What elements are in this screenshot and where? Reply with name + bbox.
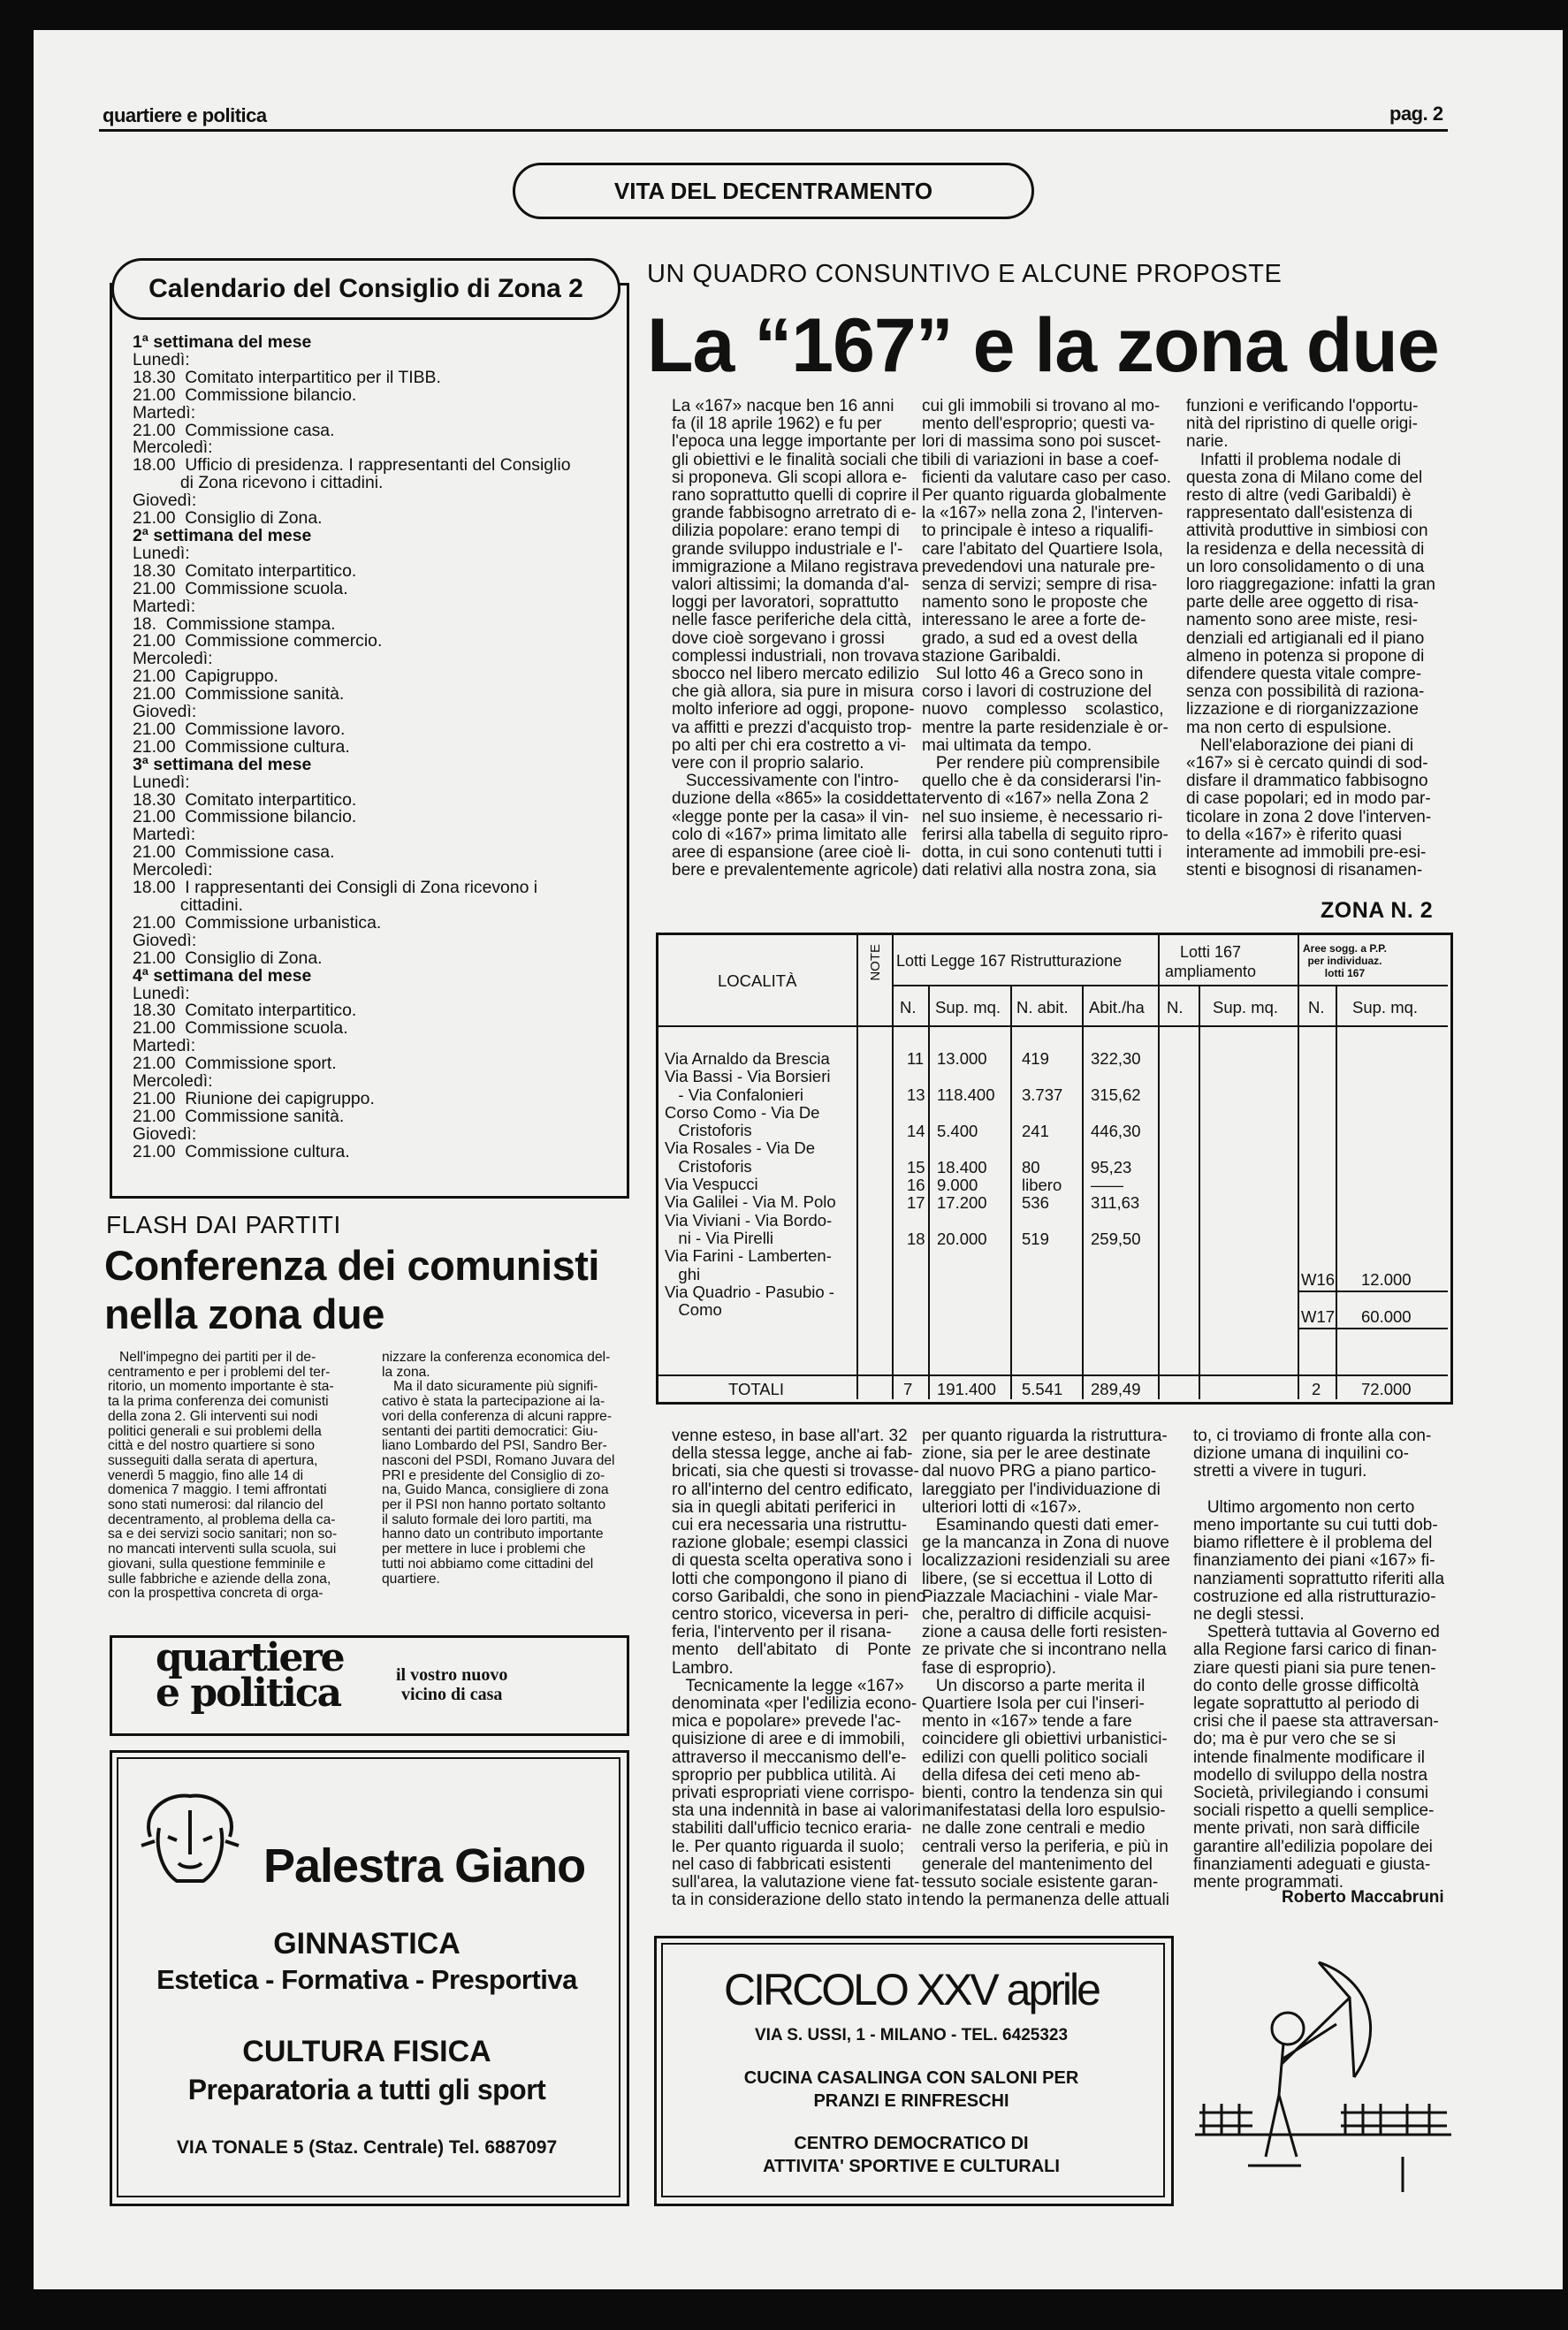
calendar-entry: Lunedì: [133,349,190,369]
table-row-sup: 17.200 [937,1193,987,1212]
ad-circolo-l3: CENTRO DEMOCRATICO DI [794,2134,1029,2153]
ad-qp-tagline: il vostro nuovo vicino di casa [396,1665,508,1704]
calendar-entry: 18.00 Ufficio di presidenza. I rappresentanti del Consiglio [133,455,571,476]
table-sub-abit: N. abit. [1016,998,1069,1017]
table-sub-ha: Abit./ha [1089,998,1145,1017]
table-row-n: 15 [907,1158,925,1176]
calendar-entry: Lunedì: [133,772,190,792]
calendar-entry: 21.00 Commissione bilancio. [133,385,357,405]
calendar-entry: 21.00 Commissione cultura. [133,736,350,757]
table-row-ha: 259,50 [1091,1230,1141,1248]
calendar-entry: 21.00 Capigruppo. [133,666,278,687]
table-w-row-sup: 12.000 [1361,1270,1412,1289]
calendar-week-heading: 4ª settimana del mese [133,965,312,986]
ad-circolo-l4: ATTIVITA' SPORTIVE E CULTURALI [763,2157,1060,2176]
table-total-n: 7 [903,1380,913,1398]
table-row-sup: 13.000 [937,1049,987,1068]
flash-headline: Conferenza dei comunisti nella zona due [104,1242,599,1337]
calendar-list [133,334,610,1161]
table-total-ha: 289,49 [1091,1380,1141,1398]
flash-column-2: nizzare la conferenza economica del- la zona. Ma il dato sicuramente più signifi- cativo è stata la partecipazione ai la- vori della conferenza di alcuni rappre- sentanti dei partiti democratici: Giu- liano Lombardo del PSI, Sandro Ber- nasconi del PSDI, Romano Juvara del PRI e presidente del Consiglio di zo- na, Guido Manca, consigliere di zona per il PSI non hanno portato soltanto il saluto formale dei loro partiti, ma hanno dato un contributo importante per mettere in luce i problemi che tutti noi abbiamo come cittadini del quartiere. [382,1350,615,1587]
table-row-abit: 519 [1022,1230,1049,1248]
calendar-entry: 21.00 Commissione cultura. [133,1141,350,1161]
calendar-entry: 21.00 Commissione scuola. [133,1018,348,1039]
flash-kicker: FLASH DAI PARTITI [106,1211,341,1238]
calendar-entry: di Zona ricevono i cittadini. [133,473,384,493]
table-sub-sup1: Sup. mq. [935,998,1001,1017]
calendar-entry: Lunedì: [133,543,190,563]
calendar-entry: 21.00 Commissione scuola. [133,578,348,598]
calendar-week-heading: 2ª settimana del mese [133,525,312,545]
ad-qp-logo: quartiere e politica [156,1635,344,1716]
section-banner [513,163,1034,219]
ad-circolo-l2: PRANZI E RINFRESCHI [813,2091,1009,2111]
table-row-n: 14 [907,1122,925,1140]
calendar-entry: Mercoledì: [133,1071,213,1092]
calendar-entry: 18.30 Comitato interpartitico per il TIBB. [133,367,441,387]
calendar-entry: 21.00 Consiglio di Zona. [133,948,323,968]
calendar-entry: Giovedì: [133,702,197,722]
calendar-entry: Giovedì: [133,491,197,511]
calendar-entry: 21.00 Commissione casa. [133,420,335,440]
table-row-n: 16 [907,1176,925,1194]
table-sub-n3: N. [1308,998,1325,1017]
table-row-abit: 241 [1022,1122,1049,1140]
table-sub-sup3: Sup. mq. [1352,998,1419,1017]
calendar-entry: 21.00 Commissione urbanistica. [133,912,382,933]
calendar-entry: 21.00 Commissione sanità. [133,1106,345,1126]
calendar-entry: Giovedì: [133,1123,197,1144]
calendar-week-heading: 1ª settimana del mese [133,332,312,352]
table-row-sup: 118.400 [937,1085,995,1104]
calendar-entry: Giovedì: [133,930,197,950]
ad-gym-l3: CULTURA FISICA [242,2035,491,2068]
article-column-4: venne esteso, in base all'art. 32 della stessa legge, anche ai fab- bricati, sia che questi si trovasse- ro all'interno del centro edificato, sia in quegli abitati periferici in cui era necessaria una ristruttu- razione globale; esempi classici di questa scelta operativa sono lotti che compongono il piano di corso Garibaldi, che sono in centro storico, viceversa in peri- feria, l'intervento per il risana- mento dell'abitato di Ponte Lambro. Tecnicamente la legge «167» denominata «per l'edilizia econo- mica e popolare» prevede l'ac- quisizione di aree e di immobili, attraverso il meccanismo dell'e- sproprio per pubblica utilità. Ai privati espropriati viene corrispo- sta una indennità in base ai valori stabiliti dall'ufficio tecnico eraria- le. Per quanto riguarda il suolo; nel caso di fabbricati esistenti sull'area, la valutazione viene ta in considerazione dello stato [672,1427,922,1910]
ad-gym-name: Palestra Giano [263,1839,586,1892]
table-total-n3: 2 [1312,1380,1321,1398]
table-head-group1: Lotti Legge 167 Ristrutturazione [896,952,1123,970]
table-row-abit: 80 [1022,1158,1040,1176]
table-row-sup: 5.400 [937,1122,978,1140]
calendar-entry: Martedì: [133,596,196,616]
calendar-entry: Mercoledì: [133,860,213,880]
calendar-entry: Martedì: [133,402,196,423]
article-kicker: UN QUADRO CONSUNTIVO E ALCUNE PROPOSTE [647,260,1283,288]
article-author: Roberto Maccabruni [1282,1888,1444,1907]
calendar-title: Calendario del Consiglio di Zona 2 [111,258,620,320]
table-head-localita: LOCALITÀ [718,971,797,990]
table-sub-sup2: Sup. mq. [1213,998,1279,1017]
table-head-note: NOTE [868,944,883,981]
janus-face-icon [133,1784,247,1890]
table-row-ha: 311,63 [1091,1193,1140,1212]
table-sub-n1: N. [900,998,917,1017]
calendar-entry: cittadini. [133,895,244,915]
section-banner-title: VITA DEL DECENTRAMENTO [613,177,933,204]
table-row-n: 18 [907,1230,925,1248]
calendar-week-heading: 3ª settimana del mese [133,754,312,774]
ad-circolo-address: VIA S. USSI, 1 - MILANO - TEL. 6425323 [754,2026,1069,2044]
ad-gym-l4: Preparatoria a tutti gli sport [187,2074,546,2105]
table-total-abit: 5.541 [1022,1380,1063,1398]
table-row-n: 17 [907,1193,925,1212]
table-head-group2: Lotti 167 ampliamento [1165,943,1257,980]
table-total-sup: 191.400 [937,1380,996,1398]
table-title: ZONA N. 2 [1321,898,1434,923]
calendar-entry: Mercoledì: [133,438,213,458]
table-row-sup: 9.000 [937,1176,978,1194]
table-row-sup: 18.400 [937,1158,987,1176]
table-row-n: 13 [907,1085,925,1104]
ad-gym-l1: GINNASTICA [273,1927,461,1961]
calendar-entry: Martedì: [133,1036,196,1056]
table-row-ha: 95,23 [1091,1158,1132,1176]
article-column-2: cui gli immobili si trovano al mo- mento dell'esproprio; questi va- lori di massima sono poi suscet- tibili di variazioni in base a coef- ficienti da valutare caso per caso. Per quanto riguarda globalmente la «167» nella zona 2, l'interven- to principale è inteso a riqualifi- care l'abitato del Quartiere Isola, prevedendovi una naturale pre- senza di servizi; sempre di risa- namento sono le proposte che interessano le aree a forte de- grado, a sud ed a ovest della stazione Garibaldi. Sul lotto 46 a Greco sono in corso i lavori di costruzione del nuovo complesso scolastico, mentre la parte residenziale è or- mai ultimata da tempo. Per rendere più comprensibile quello che è da considerarsi l'in- tervento di «167» nella Zona 2 nel suo insieme, è necessario ri- ferirsi alla tabella di seguito ripro- dotta, in cui sono contenuti tutti i dati relativi alla nostra zona, sia [922,397,1171,880]
table-row-sup: 20.000 [937,1230,987,1248]
table-sub-n2: N. [1167,998,1184,1017]
calendar-entry: 21.00 Commissione lavoro. [133,719,346,739]
table-row-abit: 536 [1022,1193,1049,1212]
calendar-entry: 18.30 Comitato interpartitico. [133,1001,357,1021]
table-w-row-n: W17 [1301,1307,1336,1326]
article-column-6: to, ci troviamo di fronte alla con- dizione umana di inquilini co- stretti a vivere in tuguri. Ultimo argomento non certo meno importante su cui tutti dob- biamo riflettere è il problema del finanziamento dei piani «167» fi- nanziamenti soprattutto riferiti alla costruzione ed alla ristrutturazio- ne degli stessi. Spetterà tuttavia al Governo ed alla Regione farsi carico di finan- ziare questi piani sia pure tenen- do conto delle grosse difficoltà legate soprattutto al periodo di crisi che il paese sta attraversan- do; ma è pur vero che se si intende finalmente modificare il modello di sviluppo della nostra Società, privilegiando i consumi sociali rispetto a quelli semplice- mente privati, non sarà difficile garantire all'edilizia popolare dei finanziamenti adeguati e giusta- mente programmati. [1193,1427,1445,1892]
calendar-entry: 21.00 Commissione bilancio. [133,807,357,827]
table-row-abit: libero [1022,1176,1062,1194]
table-totals-label: TOTALI [728,1380,785,1398]
ad-circolo-l1: CUCINA CASALINGA CON SALONI PER [743,2068,1079,2088]
calendar-entry: 18.30 Comitato interpartitico. [133,560,357,581]
calendar-entry: 18. Commissione stampa. [133,613,336,634]
table-row-ha: 322,30 [1091,1049,1141,1068]
article-column-5: per quanto riguarda la ristruttura- zione, sia per le aree destinate dal nuovo PRG a piano partico- lareggiato per l'individuazione di ulteriori lotti di «167». Esaminando questi dati emer- ge la mancanza in Zona di nuove localizzazioni residenziali su aree libere, (se si eccettua il Lotto di Piazzale Maciachini - viale Mar- che, peraltro di difficile acquisi- zione a causa delle forti resisten- ze private che si incontrano nella fase di esproprio). Un discorso a parte merita il Quartiere Isola per cui l'inseri- mento in «167» tende a fare coincidere gli obiettivi urbanistici- edilizi con quelli politico sociali della difesa dei ceti meno ab- bienti, contro la tendenza sin qui manifestatasi della loro espulsio- ne dalle zone centrali e medio centrali verso la periferia, e più in generale del mantenimento del tessuto sociale esistente garan- tendo la permanenza delle attuali [922,1427,1170,1910]
calendar-entry: 18.00 I rappresentanti dei Consigli di Zona ricevono i [133,878,538,898]
calendar-entry: 21.00 Riunione dei capigruppo. [133,1088,375,1108]
table-localita-list: Via Arnaldo da Brescia Via Bassi - Via Borsieri - Via Confalonieri Corso Como - Via De Cristoforis Via Rosales - Via De Cristoforis Via Vespucci Via Galilei - Via M. Polo Via Viviani - Via Bordo- ni - Via Pirelli Via Farini - Lamberten- ghi Via Quadrio - Pasubio - Como [665,1049,836,1320]
calendar-entry: 21.00 Commissione casa. [133,842,335,863]
calendar-entry: 21.00 Consiglio di Zona. [133,508,323,529]
header-rule [99,129,1448,132]
calendar-entry: 21.00 Commissione sanità. [133,684,345,704]
table-row-n: 11 [907,1049,925,1068]
calendar-entry: Martedì: [133,825,196,845]
table-row-ha: 446,30 [1091,1122,1141,1140]
table-w-row-sup: 60.000 [1361,1307,1412,1326]
article-column-3: funzioni e verificando l'opportu- nità del ripristino di quelle origi- narie. Infatti il problema nodale di questa zona di Milano come del resto di altre (vedi Garibaldi) è rappresentato dall'esistenza di attività produttive in simbiosi con la residenza e della necessità di un loro consolidamento o di una loro riaggregazione: infatti la gran parte delle aree oggetto di risa- namento sono aree miste, resi- denziali ed artigianali ed il piano almeno in potenza si propone di difendere questa vitale compre- senza con possibilità di raziona- lizzazione e di riorganizzazione ma non certo di espulsione. Nell'elaborazione dei piani di «167» si è cercato quindi di sod- disfare il drammatico fabbisogno di case popolari; ed in modo par- ticolare in zona 2 dove l'interven- to della «167» è riferito quasi interamente ad immobili pre-esi- stenti e bisognosi di risanamen- [1186,397,1436,880]
flash-column-1: Nell'impegno dei partiti per il de- centramento e per i problemi del ter- ritorio, un momento importante è sta- ta la prima conferenza dei comunisti della zona 2. Gli interventi sui nodi politici generali e sui problemi della città e del nostro quartiere si sono susseguiti dalla serata di apertura, venerdì 5 maggio, fino alle 14 di domenica 7 maggio. I temi affrontati sono stati numerosi: dal rilancio del decentramento, al problema della ca- sa e dei servizi socio sanitari; non so- no mancati interventi sulla scuola, sui giovani, sulla questione femminile e sulle fabbriche e aziende della zona, con la prospettiva concreta di orga- [108,1350,338,1602]
calendar-entry: Lunedì: [133,983,190,1003]
ad-circolo-name: CIRCOLO XXV aprile [724,1965,1099,2014]
table-w-row-n: W16 [1301,1270,1336,1289]
calendar-entry: 18.30 Comitato interpartitico. [133,789,357,810]
table-row-ha: —— [1091,1176,1123,1194]
table-row-abit: 419 [1022,1049,1049,1068]
table-total-sup3: 72.000 [1361,1380,1412,1398]
table-head-group3: Aree sogg. a P.P. per individuaz. lotti 167 [1303,942,1387,979]
article-headline: La “167” e la zona due [647,303,1439,388]
section-title: quartiere e politica [103,104,267,126]
table-row-ha: 315,62 [1091,1085,1141,1104]
ad-gym-l2: Estetica - Formativa - Presportiva [156,1964,577,1995]
calendar-entry: 21.00 Commissione commercio. [133,631,383,651]
calendar-entry: 21.00 Commissione sport. [133,1054,337,1074]
ad-gym-l5: VIA TONALE 5 (Staz. Centrale) Tel. 6887097 [176,2137,558,2158]
table-row-abit: 3.737 [1022,1085,1063,1104]
article-column-1: La «167» nacque ben 16 anni fa (il 18 aprile 1962) e fu per l'epoca una legge importante gli obiettivi e le finalità sociali si proponeva. Gli scopi allora e- rano soprattutto quelli di coprire grande fabbisogno arretrato di dilizia popolare: erano tempi di grande sviluppo industriale e l'- immigrazione a Milano registrava valori altissimi; la domanda d'al- loggi per lavoratori, soprattutto nelle fasce periferiche dela città, dove cioè sorgevano i grossi complessi industriali, non trovava sbocco nel libero mercato edilizio che già allora, sia pure in misura molto inferiore ad oggi, propone- va affitti e prezzi d'acquisto trop- po alti per chi era costretto a vi- vere con il proprio salario. Successivamente con l'intro- duzione della «865» la cosiddetta «legge ponte per la casa» il vin- colo di «167» prima limitato alle aree di espansione (aree cioè bere e prevalentemente agricole) [672,397,922,880]
calendar-entry: Mercoledì: [133,649,213,669]
page-number: pag. 2 [1389,103,1443,125]
archer-illustration [1195,1945,1451,2201]
